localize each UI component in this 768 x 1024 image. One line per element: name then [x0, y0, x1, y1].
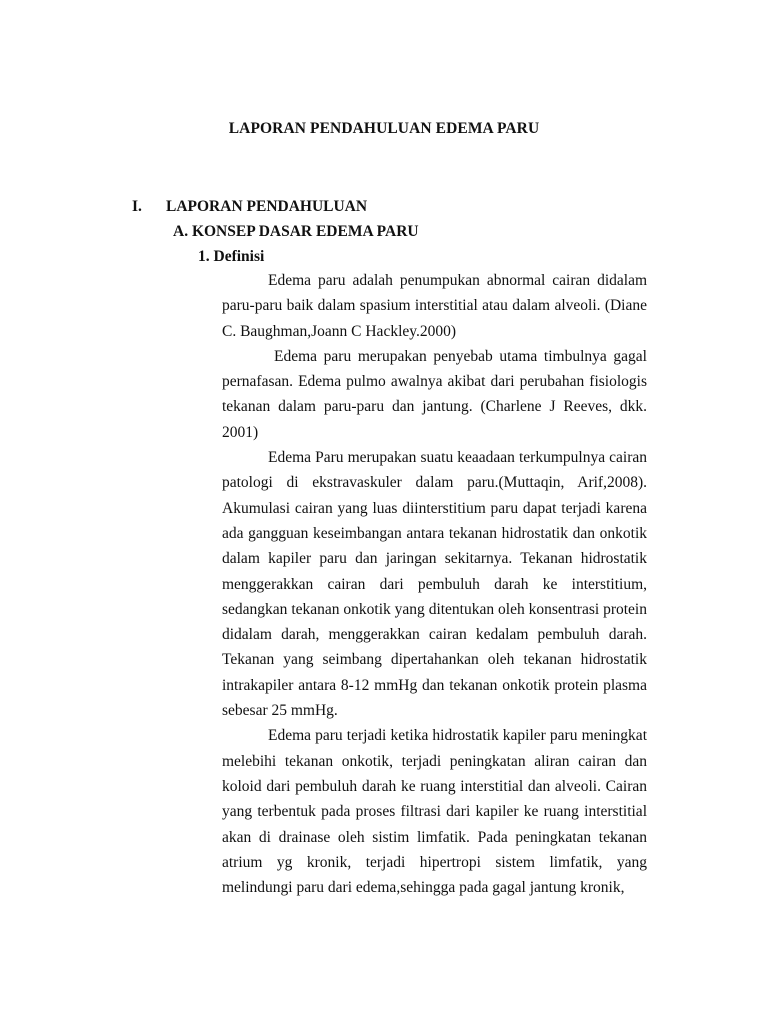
paragraph: Edema paru terjadi ketika hidrostatik kapiler paru meningkat melebihi tekanan onkotik, terjadi peningkatan aliran cairan dan koloid dari pembuluh darah ke ruang interstitial dan alveoli. Cairan yang terbentuk pada proses filtrasi dari kapiler ke ruang interstitial akan di drainase oleh sistim limfatik. Pada peningkatan tekanan atrium yg kronik, terjadi hipertropi sistem limfatik, yang melindungi paru dari edema,sehingga pada gagal jantung kronik,: [222, 727, 647, 897]
document-title: LAPORAN PENDAHULUAN EDEMA PARU: [228, 120, 540, 137]
paragraph: Edema Paru merupakan suatu keaadaan terkumpulnya cairan patologi di ekstravaskuler dalam paru.(Muttaqin, Arif,2008). Akumulasi cairan yang luas diinterstitium paru dapat terjadi karena ada gangguan keseimbangan antara tekanan hidrostatik dan onkotik dalam kapiler paru dan jaringan sekitarnya. Tekanan hidrostatik menggerakkan cairan dari pembuluh darah ke interstitium, sedangkan tekanan onkotik yang ditentukan oleh konsentrasi protein didalam darah, menggerakkan cairan kedalam pembuluh darah. Tekanan yang seimbang dipertahankan oleh tekanan hidrostatik intrakapiler antara 8-12 mmHg dan tekanan onkotik protein plasma sebesar 25 mmHg.: [222, 449, 647, 720]
section-title: LAPORAN PENDAHULUAN: [166, 198, 368, 215]
body-text: [222, 268, 647, 900]
paragraph: Edema paru merupakan penyebab utama timbulnya gagal pernafasan. Edema pulmo awalnya akibat dari perubahan fisiologis tekanan dalam paru-paru dan jantung. (Charlene J Reeves, dkk. 2001): [222, 347, 647, 441]
section-number: I.: [132, 198, 142, 215]
paragraph: Edema paru adalah penumpukan abnormal cairan didalam paru-paru baik dalam spasium interstitial atau dalam alveoli. (Diane C. Baughman,Joann C Hackley.2000): [222, 272, 647, 340]
subsection-heading: A. KONSEP DASAR EDEMA PARU: [173, 223, 419, 240]
subsubsection-heading: 1. Definisi: [198, 248, 265, 265]
